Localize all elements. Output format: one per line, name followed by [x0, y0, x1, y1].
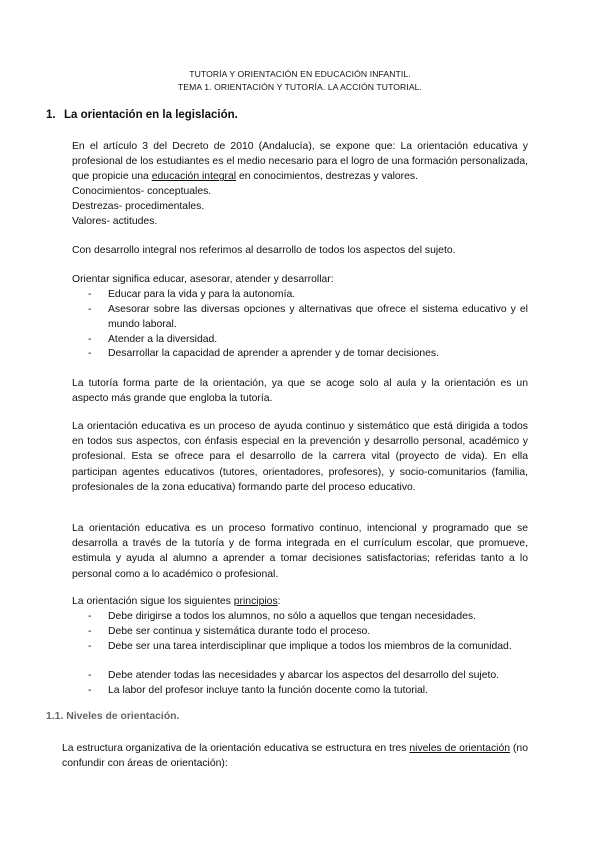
list-dash: - [88, 626, 92, 637]
list-item-text: La labor del profesor incluye tanto la función docente como la tutorial. [108, 685, 428, 696]
section-1-number: 1. [46, 109, 56, 121]
list-item-text: Debe ser continua y sistemática durante todo el proceso. [108, 626, 371, 637]
educacion-integral-underlined: educación integral [151, 171, 237, 183]
list-dash: - [88, 670, 92, 681]
list-dash: - [88, 685, 92, 696]
list-item [88, 609, 528, 624]
list-item [88, 332, 528, 347]
paragraph-decreto [72, 139, 528, 185]
principios-intro [72, 594, 281, 609]
orientar-intro: Orientar significa educar, asesorar, atender y desarrollar: [72, 274, 334, 285]
header-line-2: TEMA 1. ORIENTACIÓN Y TUTORÍA. LA ACCIÓN TUTORIAL. [177, 82, 423, 92]
principios-underlined: principios [233, 596, 278, 607]
list-dash: - [88, 611, 92, 622]
paragraph-orientacion-educativa-1: La orientación educativa es un proceso de ayuda continuo y sistemático que está dirigida a todos en todos sus aspectos, con énfasis especial en la prevención y desarrollo personal, académico y profesional. Esta se ofrece para el desarrollo de la carrera vital (proyecto de vida). En ella participan agentes educativos (tutores, orientadores, profesores), y socio-comunitarios (familia, profesionales de la zona educativa) formando parte del proceso educativo. [72, 421, 528, 493]
list-item [88, 287, 528, 302]
definition-valores: Valores- actitudes. [72, 216, 158, 227]
list-item-text: Desarrollar la capacidad de aprender a aprender y de tomar decisiones. [108, 348, 439, 359]
section-1-heading [46, 109, 238, 121]
list-item-text: Educar para la vida y para la autonomía. [108, 289, 296, 300]
list-dash: - [88, 334, 92, 345]
list-item [88, 683, 528, 698]
list-dash: - [88, 348, 92, 359]
header-line-1: TUTORÍA Y ORIENTACIÓN EN EDUCACIÓN INFANTIL. [189, 69, 411, 79]
paragraph-niveles [62, 741, 528, 771]
list-item-text: Debe ser una tarea interdisciplinar que implique a todos los miembros de la comunidad. [108, 641, 512, 652]
paragraph-tutoria: La tutoría forma parte de la orientación, ya que se acoge solo al aula y la orientación es un aspecto más grande que engloba la tutoría. [72, 378, 528, 405]
section-1-title: La orientación en la legislación. [64, 109, 238, 121]
list-item [88, 302, 528, 332]
principios-colon: : [277, 596, 281, 607]
niveles-underlined: niveles de orientación [409, 743, 511, 754]
paragraph-decreto-end: en conocimientos, destrezas y valores. [236, 171, 419, 183]
list-item-text: Atender a la diversidad. [108, 334, 218, 345]
paragraph-niveles-end: (no confundir con áreas de orientación): [62, 743, 528, 770]
list-item [88, 624, 528, 639]
list-dash: - [88, 304, 92, 315]
definition-destrezas: Destrezas- procedimentales. [72, 201, 205, 212]
list-item-text: Debe dirigirse a todos los alumnos, no sólo a aquellos que tengan necesidades. [108, 611, 476, 622]
list-dash: - [88, 641, 92, 652]
paragraph-orientacion-educativa-2: La orientación educativa es un proceso formativo continuo, intencional y programado que se desarrolla a través de la tutoría y de forma integrada en el currículum escolar, que promueve, estimula y ayuda al alumno a aprender a tomar decisiones satisfactorias; referidas tanto a lo personal como a lo académico o profesional. [72, 523, 528, 580]
list-item [88, 639, 528, 654]
paragraph-desarrollo-integral: Con desarrollo integral nos referimos al desarrollo de todos los aspectos del sujeto. [72, 245, 456, 256]
paragraph-decreto-text: En el artículo 3 del Decreto de 2010 (Andalucía), se expone que: La orientación educativa y profesional de los estudiantes es el medio necesario para el logro de una formación personalizada, que propicie una [72, 141, 528, 183]
list-item [88, 346, 528, 361]
section-1-1-heading: 1.1. Niveles de orientación. [46, 711, 180, 722]
list-dash: - [88, 289, 92, 300]
list-item-text: Debe atender todas las necesidades y abarcar los aspectos del desarrollo del sujeto. [108, 670, 500, 681]
list-item-text: Asesorar sobre las diversas opciones y alternativas que ofrece el sistema educativo y el mundo laboral. [108, 304, 528, 331]
principios-intro-text: La orientación sigue los siguientes [72, 596, 234, 607]
paragraph-niveles-text: La estructura organizativa de la orientación educativa se estructura en tres [62, 743, 410, 754]
list-item [88, 668, 528, 683]
definition-conocimientos: Conocimientos- conceptuales. [72, 186, 212, 197]
